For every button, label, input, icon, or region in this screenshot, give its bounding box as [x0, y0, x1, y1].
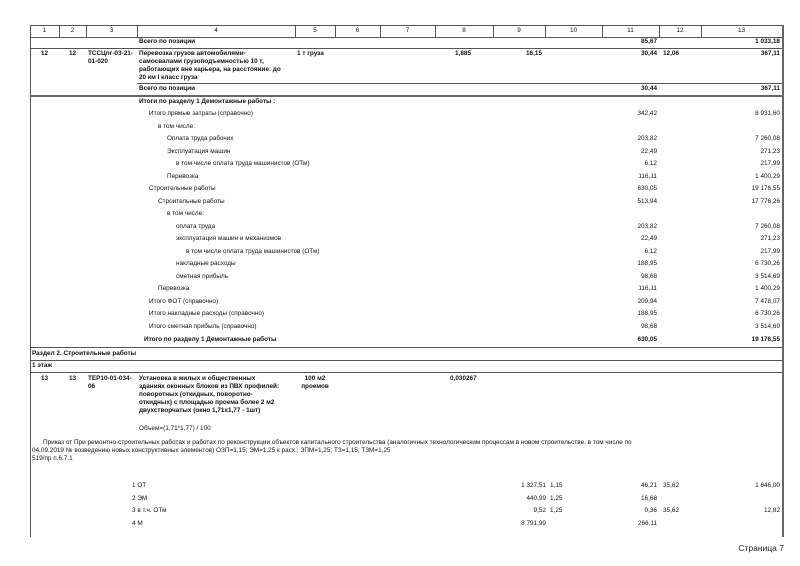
- totals-row-col11: 116,11: [638, 285, 657, 292]
- totals-row-col13: 6 730,26: [755, 310, 780, 317]
- item-col8: 0,030267: [450, 375, 477, 382]
- item-col11: 30,44: [641, 50, 657, 57]
- resource-c9: 8 791,99: [521, 519, 546, 527]
- resource-label: 3 в т.ч. ОТм: [132, 507, 167, 514]
- totals-row-col11: 116,11: [638, 172, 657, 180]
- col-sep: [659, 25, 660, 37]
- item-desc-line: работающих вне карьера, на расстояние: до: [139, 66, 281, 73]
- section2-title: Раздел 2. Строительные работы: [32, 350, 137, 357]
- totals-row-col13: 1 400,29: [755, 285, 780, 292]
- item-code-cont: 06: [88, 383, 96, 390]
- row-divider: [30, 372, 782, 373]
- item-col9: 16,15: [526, 50, 542, 57]
- resource-c13: 12,82: [764, 507, 780, 514]
- totals-row-col13: 217,99: [760, 247, 780, 255]
- item-col12: 12,06: [663, 50, 679, 57]
- totals-row-label: Итого сметная прибыль (справочно): [149, 322, 257, 330]
- col-header: 8: [462, 27, 466, 34]
- estimate-page: [30, 25, 782, 537]
- resource-c10: 1,25: [550, 494, 563, 502]
- totals-row-col11: 188,95: [637, 260, 657, 267]
- resource-c9: 9,52: [533, 507, 546, 514]
- resource-c12: 35,62: [663, 507, 679, 514]
- col-header: 11: [627, 27, 634, 34]
- frame-right: [782, 25, 784, 537]
- totals-row-col11: 513,94: [637, 197, 657, 205]
- col-header: 5: [313, 27, 317, 34]
- totals-row-col11: 22,49: [641, 235, 657, 242]
- resource-label: 2 ЭМ: [132, 494, 148, 502]
- item-code: ТССЦпг-03-21-: [88, 50, 133, 57]
- totals-row-col13: 271,23: [760, 147, 780, 155]
- item-subtotal-divider: [137, 83, 782, 84]
- totals-row-col13: 1 400,29: [755, 172, 780, 180]
- col-sep: [602, 25, 603, 37]
- resource-c10: 1,15: [550, 482, 563, 489]
- resource-c11: 46,21: [641, 482, 657, 489]
- col-sep: [86, 25, 87, 37]
- col-sep: [701, 25, 702, 37]
- totals-row-label: Перевозка: [158, 285, 190, 292]
- item-desc-line: 20 км I класс груза: [139, 74, 198, 81]
- totals-row-col11: 630,05: [637, 185, 657, 192]
- totals-row-col11: 98,68: [641, 322, 657, 330]
- totals-row-label: Строительные работы: [158, 197, 225, 205]
- col-sep: [59, 25, 60, 37]
- totals-row-label: Перевозка: [167, 172, 199, 180]
- totals-row-col13: 19 176,55: [751, 185, 780, 192]
- totals-row-col13: 7 260,08: [755, 222, 780, 230]
- position-total-col13: 1 033,18: [755, 38, 780, 45]
- item-desc-line: двухстворчатых (окно 1,71х1,77 - 1шт): [139, 407, 261, 414]
- position-total-col11: 85,67: [641, 38, 657, 45]
- col-header: 1: [42, 27, 47, 34]
- col-sep: [435, 25, 436, 37]
- item-code: ТЕР10-01-034-: [88, 375, 132, 382]
- totals-row-label: Итого прямые затраты (справочно): [149, 110, 253, 117]
- item-col8: 1,885: [455, 50, 471, 57]
- volume-formula: Объем=(1,71*1,77) / 100: [139, 425, 211, 432]
- totals-row-label: в том числе:: [158, 122, 195, 130]
- totals-row-col13: 271,23: [760, 235, 780, 242]
- item-total-col13: 367,11: [760, 85, 780, 92]
- totals-row-label: сметная прибыль: [176, 272, 229, 280]
- item-desc-line: Установка в жилых и общественных: [139, 375, 256, 382]
- totals-row-col11: 209,94: [637, 297, 657, 305]
- order-note-line: 519/пр п.6.7.1: [32, 455, 73, 462]
- section1-final-col13: 19 176,55: [751, 336, 780, 343]
- item-unit-cont: проемов: [301, 383, 329, 390]
- section1-final-col11: 630,05: [637, 336, 657, 343]
- col-header: 9: [517, 27, 521, 34]
- item-desc-line: поворотных (откидных, поворотно-: [139, 391, 253, 398]
- totals-row-label: Оплата труда рабочих: [167, 135, 234, 142]
- totals-row-col11: 98,68: [641, 272, 657, 280]
- item-total-col11: 30,44: [641, 85, 657, 92]
- totals-row-col13: 17 776,26: [751, 197, 780, 205]
- row-divider: [30, 48, 782, 49]
- resource-c13: 1 646,00: [755, 482, 780, 489]
- item-total-label: Всего по позиции: [139, 85, 196, 92]
- resource-c9: 440,99: [526, 494, 546, 502]
- section1-totals-title: Итоги по разделу 1 Демонтажные работы :: [139, 98, 276, 105]
- frame-left: [30, 25, 31, 537]
- col-header: 4: [214, 27, 218, 34]
- totals-row-col11: 203,82: [637, 135, 657, 142]
- item-number: 13: [40, 375, 49, 382]
- item-desc-line: Перевозка грузов автомобилями-: [139, 50, 246, 57]
- resource-c12: 35,62: [663, 482, 679, 489]
- totals-row-label: Итого ФОТ (справочно): [149, 297, 219, 305]
- item-unit: 100 м2: [304, 375, 326, 382]
- totals-row-col13: 8 931,60: [755, 110, 780, 117]
- col-sep: [545, 25, 546, 37]
- row-divider: [30, 360, 782, 361]
- order-note-line: 04.09.2019 № возведению новых конструктивных элементов) ОЗП=1,15; ЭМ=1,25 к расх.; ЗПМ=1,25; ТЗ=1,15; ТЗМ=1,25: [32, 447, 391, 454]
- totals-row-col11: 6,12: [644, 160, 657, 167]
- resource-c11: 16,68: [641, 494, 657, 502]
- order-note-line: Приказ от При ремонтно-строительных работах и работах по реконструкции объектов капитального строительства (аналогичных технологическим процессам в новом строительстве, в том числе по: [43, 439, 632, 446]
- totals-row-col13: 6 730,26: [755, 260, 780, 267]
- totals-row-col11: 203,82: [637, 222, 657, 230]
- totals-row-label: в том числе оплата труда машинистов (ОТм): [176, 160, 310, 167]
- col-header: 2: [70, 27, 75, 34]
- col-header: 13: [737, 27, 746, 34]
- col-header: 10: [569, 27, 578, 34]
- item-desc-line: откидных) с площадью проема более 2 м2: [139, 399, 275, 406]
- resource-label: 4 М: [132, 519, 143, 527]
- col-sep: [137, 25, 138, 37]
- totals-row-col11: 6,12: [644, 247, 657, 255]
- resource-label: 1 ОТ: [132, 482, 147, 489]
- totals-row-label: Итого накладные расходы (справочно): [149, 310, 265, 317]
- page-number: Страница 7: [738, 543, 784, 553]
- resource-c10: 1,25: [550, 507, 563, 514]
- item-col13: 367,11: [760, 50, 780, 57]
- totals-row-col13: 7 260,08: [755, 135, 780, 142]
- item-number-2: 12: [68, 50, 77, 57]
- totals-row-col11: 22,49: [641, 147, 657, 155]
- item-code-cont: 01-020: [88, 58, 108, 65]
- col-header: 7: [405, 27, 410, 34]
- col-header: 6: [355, 27, 360, 34]
- totals-row-label: Строительные работы: [149, 185, 216, 192]
- section-divider: [30, 95, 782, 97]
- position-total-label: Всего по позиции: [139, 38, 196, 45]
- totals-row-label: накладные расходы: [176, 260, 236, 267]
- item-desc-line: зданиях оконных блоков из ПВХ профилей:: [139, 383, 280, 390]
- section1-final-label: Итого по разделу 1 Демонтажные работы: [144, 336, 277, 343]
- totals-row-col13: 3 514,69: [755, 322, 780, 330]
- resource-c9: 1 327,51: [521, 482, 546, 489]
- col-sep: [335, 25, 336, 37]
- item-number: 12: [40, 50, 49, 57]
- col-header: 3: [109, 27, 114, 34]
- totals-row-col11: 342,42: [637, 110, 657, 117]
- totals-row-col11: 188,95: [637, 310, 657, 317]
- col-sep: [380, 25, 381, 37]
- totals-row-label: в том числе:: [167, 210, 204, 217]
- resource-c11: 0,36: [644, 507, 657, 514]
- totals-row-label: Эксплуатация машин: [167, 147, 231, 155]
- item-unit: 1 т груза: [297, 50, 324, 57]
- totals-row-label: в том числе оплата труда машинистов (ОТм): [186, 247, 320, 255]
- col-header: 12: [676, 27, 684, 34]
- col-sep: [493, 25, 494, 37]
- totals-row-col13: 217,99: [760, 160, 780, 167]
- totals-row-col13: 3 514,69: [755, 272, 780, 280]
- totals-row-label: эксплуатация машин и механизмов: [176, 235, 282, 242]
- item-desc-line: самосвалами грузоподъемностью 10 т,: [139, 58, 264, 65]
- totals-row-label: оплата труда: [176, 222, 216, 230]
- floor-label: 1 этаж: [32, 362, 52, 369]
- col-sep: [295, 25, 296, 37]
- row-divider: [30, 347, 782, 348]
- totals-row-col13: 7 478,07: [755, 297, 780, 305]
- item-number-2: 13: [68, 375, 77, 382]
- resource-c11: 266,11: [637, 519, 657, 527]
